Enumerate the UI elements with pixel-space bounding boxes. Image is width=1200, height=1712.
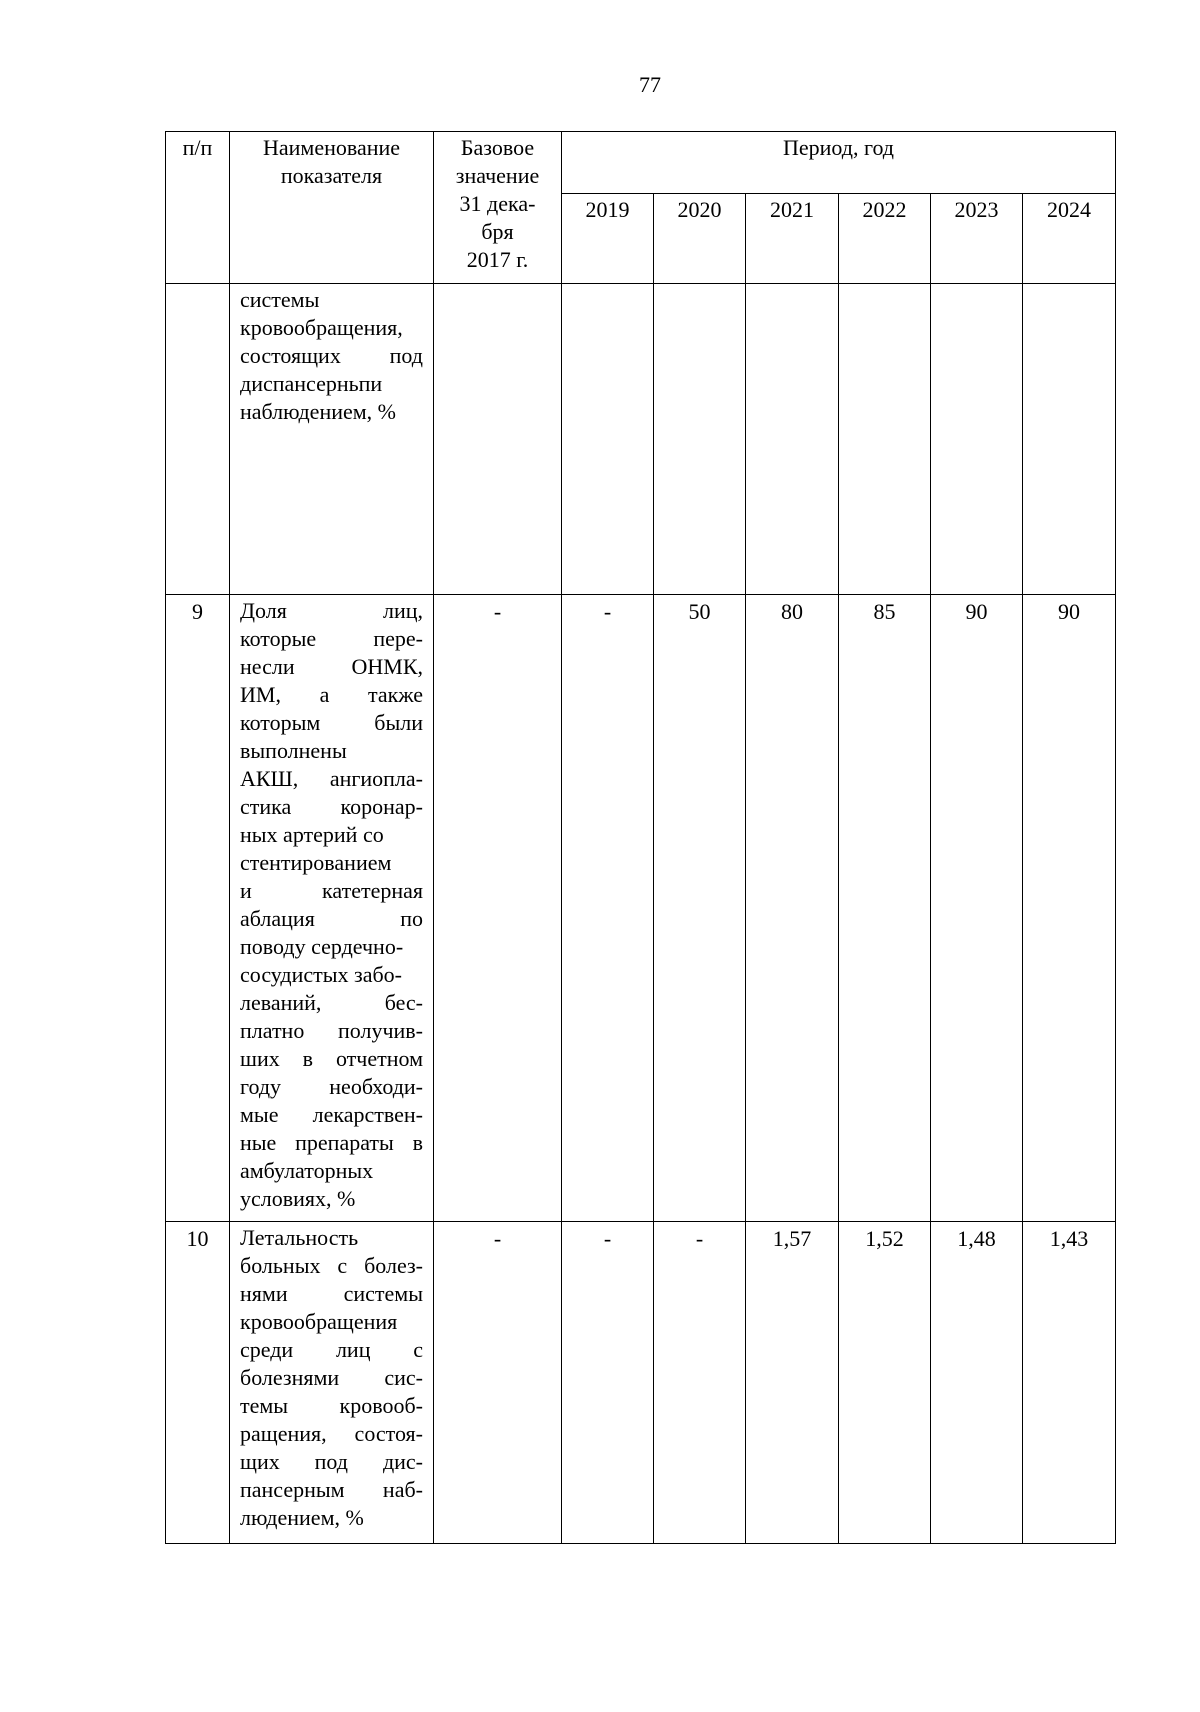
year-value: 1,52 (839, 1222, 931, 1544)
indicator-name-line: ращения, состоя- (240, 1421, 423, 1446)
col-header-year: 2019 (562, 194, 654, 284)
col-header-base-line: значение (455, 163, 540, 188)
col-header-year: 2022 (839, 194, 931, 284)
year-value: 1,57 (746, 1222, 839, 1544)
col-header-name-line: Наименование (262, 135, 401, 160)
indicator-name-line: мые лекарствен- (240, 1102, 423, 1127)
indicator-name (230, 595, 434, 1222)
indicator-name-line: кровообращения, (240, 315, 403, 340)
indicator-name-line: пансерным наб- (240, 1477, 423, 1502)
indicator-name (230, 1222, 434, 1544)
indicator-name-line: стентированием (240, 850, 392, 875)
col-header-base-line: Базовое (460, 135, 535, 160)
col-header-base-line: 2017 г. (466, 247, 529, 272)
indicator-name-line: стика коронар- (240, 794, 423, 819)
indicator-name-line: среди лиц с (240, 1337, 423, 1362)
indicator-name-line: которым были (240, 710, 423, 735)
indicator-name-line: платно получив- (240, 1018, 423, 1043)
indicator-name-line: и катетерная (240, 878, 423, 903)
indicator-name-line: поводу сердечно- (240, 934, 404, 959)
base-value: - (434, 595, 562, 1222)
row-number: 10 (166, 1222, 230, 1544)
indicators-table (165, 131, 1116, 1544)
indicator-name-line: ных артерий со (240, 822, 384, 847)
year-value (839, 284, 931, 595)
indicator-name-line: ших в отчетном (240, 1046, 423, 1071)
year-value: 1,48 (931, 1222, 1023, 1544)
col-header-number: п/п (166, 132, 230, 284)
indicator-name-line: Летальность (240, 1225, 359, 1250)
col-header-year: 2021 (746, 194, 839, 284)
col-header-year: 2024 (1023, 194, 1116, 284)
col-header-base-line: бря (481, 219, 514, 244)
year-value (562, 284, 654, 595)
year-value: - (562, 1222, 654, 1544)
year-value: 85 (839, 595, 931, 1222)
base-value: - (434, 1222, 562, 1544)
indicator-name-line: несли ОНМК, (240, 654, 423, 679)
base-value (434, 284, 562, 595)
indicator-name-line: АКШ, ангиопла- (240, 766, 423, 791)
table-row (166, 284, 1116, 595)
col-header-base (434, 132, 562, 284)
indicator-name-line: диспансерньпи (240, 371, 383, 396)
indicator-name-line: ИМ, а также (240, 682, 423, 707)
page-number: 77 (639, 72, 661, 97)
indicator-name-line: кровообращения (240, 1309, 398, 1334)
table-row (166, 1222, 1116, 1544)
year-value: 50 (654, 595, 746, 1222)
indicator-name-line: нями системы (240, 1281, 423, 1306)
indicator-name-line: году необходи- (240, 1074, 423, 1099)
indicator-name-line: леваний, бес- (240, 990, 423, 1015)
year-value (931, 284, 1023, 595)
col-header-name-line: показателя (280, 163, 383, 188)
indicator-name-line: выполнены (240, 738, 347, 763)
year-value (1023, 284, 1116, 595)
year-value: - (654, 1222, 746, 1544)
year-value: 1,43 (1023, 1222, 1116, 1544)
year-value (654, 284, 746, 595)
indicator-name-line: состоящих под (240, 343, 423, 368)
year-value: 90 (1023, 595, 1116, 1222)
indicator-name-line: наблюдением, % (240, 399, 396, 424)
indicator-name-line: Доля лиц, (240, 598, 423, 623)
indicator-name-line: больных с болез- (240, 1253, 423, 1278)
indicator-name-line: условиях, % (240, 1186, 356, 1211)
col-header-year: 2020 (654, 194, 746, 284)
indicator-name-line: сосудистых забо- (240, 962, 403, 987)
indicator-name-line: людением, % (240, 1505, 364, 1530)
indicator-name-line: щих под дис- (240, 1449, 423, 1474)
indicator-name-line: системы (240, 287, 320, 312)
col-header-period: Период, год (562, 132, 1116, 194)
year-value (746, 284, 839, 595)
indicator-name-line: ные препараты в (240, 1130, 423, 1155)
year-value: - (562, 595, 654, 1222)
table-row (166, 595, 1116, 1222)
indicator-name (230, 284, 434, 595)
indicator-name-line: которые пере- (240, 626, 423, 651)
indicator-name-line: аблация по (240, 906, 423, 931)
col-header-name (230, 132, 434, 284)
year-value: 90 (931, 595, 1023, 1222)
indicator-name-line: болезнями сис- (240, 1365, 423, 1390)
row-number (166, 284, 230, 595)
row-number: 9 (166, 595, 230, 1222)
year-value: 80 (746, 595, 839, 1222)
indicator-name-line: амбулаторных (240, 1158, 374, 1183)
col-header-base-line: 31 дека- (459, 191, 536, 216)
indicator-name-line: темы кровооб- (240, 1393, 423, 1418)
col-header-year: 2023 (931, 194, 1023, 284)
